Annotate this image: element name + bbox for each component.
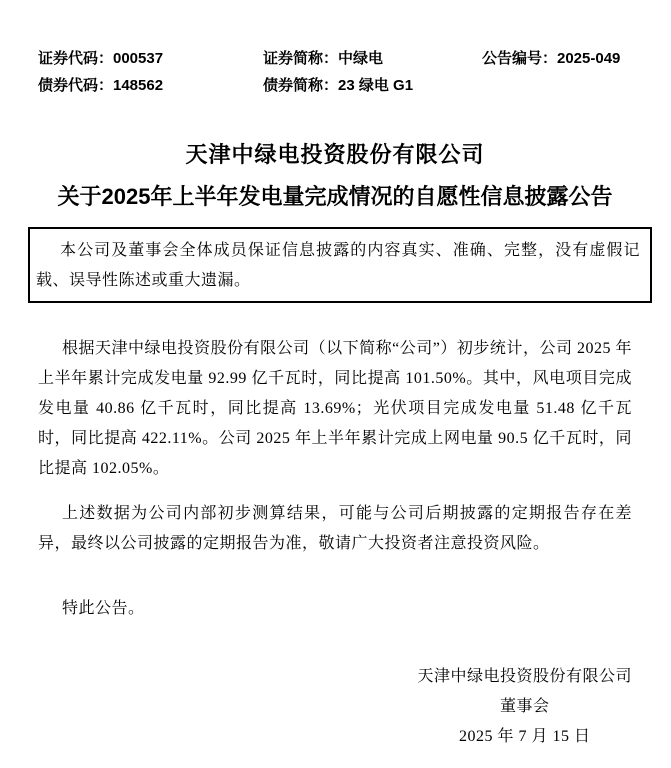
body-paragraph-generation-stats: 根据天津中绿电投资股份有限公司（以下简称“公司”）初步统计，公司 2025 年上半年累计完成发电量 92.99 亿千瓦时，同比提高 101.50%。其中，风电项目完成发电量 40.86 亿千瓦时，同比提高 13.69%；光伏项目完成发电量 51.48 亿千瓦时，同比提高 422.11%。公司 2025 年上半年累计完成上网电量 90.5 亿千瓦时，同比提高 102.05%。: [38, 340, 632, 477]
header-row-bond: [38, 72, 632, 99]
bond-name: 债券简称：23 绿电 G1: [263, 77, 414, 94]
stock-name: 证券简称：中绿电: [263, 50, 384, 67]
signature-date: 2025 年 7 月 15 日: [458, 728, 591, 745]
closing-statement: 特此公告。: [62, 600, 145, 617]
announcement-number: 公告编号：2025-049: [482, 50, 621, 67]
signature-board: 董事会: [499, 698, 550, 715]
disclaimer-text: 本公司及董事会全体成员保证信息披露的内容真实、准确、完整，没有虚假记载、误导性陈述或重大遗漏。: [36, 242, 640, 289]
announcement-title: 关于2025年上半年发电量完成情况的自愿性信息披露公告: [57, 184, 613, 209]
header-spacer: [482, 72, 632, 99]
bond-code: 债券代码：148562: [38, 77, 164, 94]
signature-block: [417, 662, 632, 752]
disclaimer-box: [28, 227, 652, 303]
company-title: 天津中绿电投资股份有限公司: [185, 142, 485, 167]
signature-company: 天津中绿电投资股份有限公司: [417, 668, 632, 685]
body-paragraph-risk-note: 上述数据为公司内部初步测算结果，可能与公司后期披露的定期报告存在差异，最终以公司披露的定期报告为准，敬请广大投资者注意投资风险。: [38, 505, 632, 552]
stock-code: 证券代码：000537: [38, 50, 164, 67]
document-header: [38, 45, 632, 99]
header-row-securities: [38, 45, 632, 72]
